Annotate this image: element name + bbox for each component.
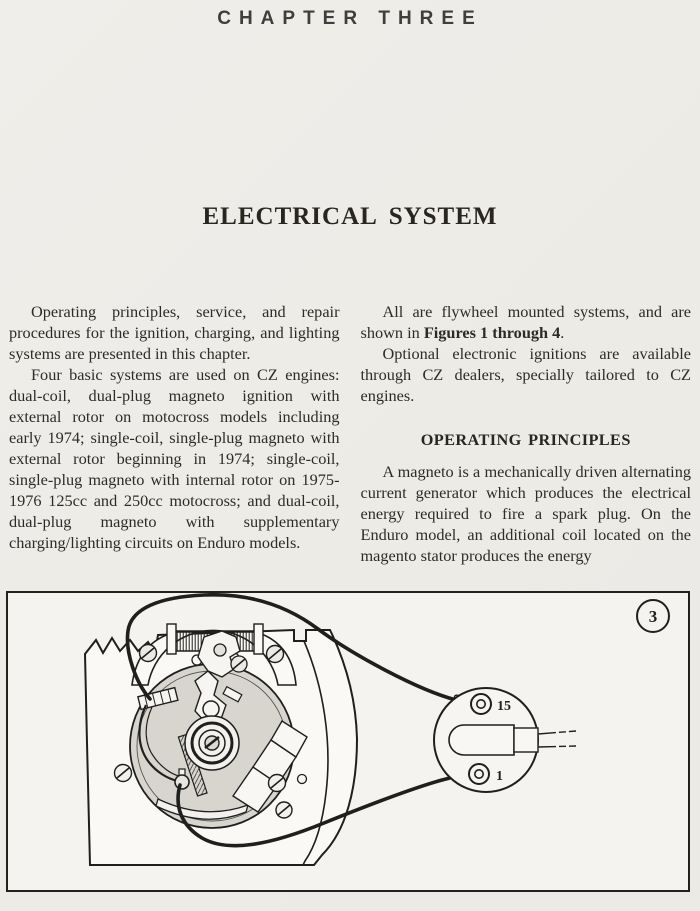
terminal-15 <box>471 694 491 714</box>
flange-screw-left <box>140 645 157 662</box>
left-column <box>9 301 340 566</box>
connector-lead-a <box>538 731 576 734</box>
paragraph-text: . <box>560 323 565 342</box>
paragraph-optional: Optional electronic ignitions are available through CZ dealers, specially tailored to CZ engines. <box>360 344 691 405</box>
connector-slot <box>449 725 514 755</box>
case-hole <box>298 775 307 784</box>
magneto-illustration <box>8 593 688 890</box>
paragraph-text: All are flywheel mounted systems, and are shown in <box>360 302 691 342</box>
connector-lead-b <box>538 746 576 747</box>
figure-number: 3 <box>648 607 658 626</box>
coil-end-right <box>254 624 263 654</box>
terminal-1-label: 1 <box>496 769 503 784</box>
case-screw-left <box>115 765 132 782</box>
coil-end-left <box>167 624 176 654</box>
right-column <box>361 301 692 566</box>
connector-tab <box>514 728 538 752</box>
chapter-heading: CHAPTER THREE <box>217 8 483 29</box>
flange-screw-right <box>267 646 284 663</box>
section-heading: OPERATING PRINCIPLES <box>420 430 631 449</box>
plate-screw-lower <box>276 802 292 818</box>
paragraph-flywheel <box>361 301 692 343</box>
paragraph-magneto: A magneto is a mechanically driven alternating current generator which produces the electrical energy required to fire a spark plug. On the Enduro model, an additional coil located on the magento stator produces the energy <box>360 462 691 565</box>
paragraph-intro: Operating principles, service, and repair procedures for the ignition, charging, and lighting systems are presented in this chapter. <box>9 302 340 363</box>
terminal-15-label: 15 <box>497 699 511 714</box>
breaker-screw <box>231 656 247 672</box>
crankshaft-hub <box>185 716 239 770</box>
terminal-1 <box>469 764 489 784</box>
plate-screw-right <box>269 775 286 792</box>
paragraph-systems: Four basic systems are used on CZ engines: dual-coil, dual-plug magneto ignition with external rotor on motocross models including early 1974; single-coil, single-plug magneto with external rotor beginning in 1974; single-coil, single-plug magneto with internal rotor on 1975-1976 125cc and 250cc motocross; and dual-coil, dual-plug magneto with supplementary charging/lighting circuits on Enduro models. <box>9 365 340 552</box>
figure-box <box>6 591 690 892</box>
figure-number-badge <box>637 600 669 632</box>
figure-reference: Figures 1 through 4 <box>423 323 561 342</box>
page-title: ELECTRICAL SYSTEM <box>202 203 498 230</box>
text-columns <box>9 301 691 566</box>
